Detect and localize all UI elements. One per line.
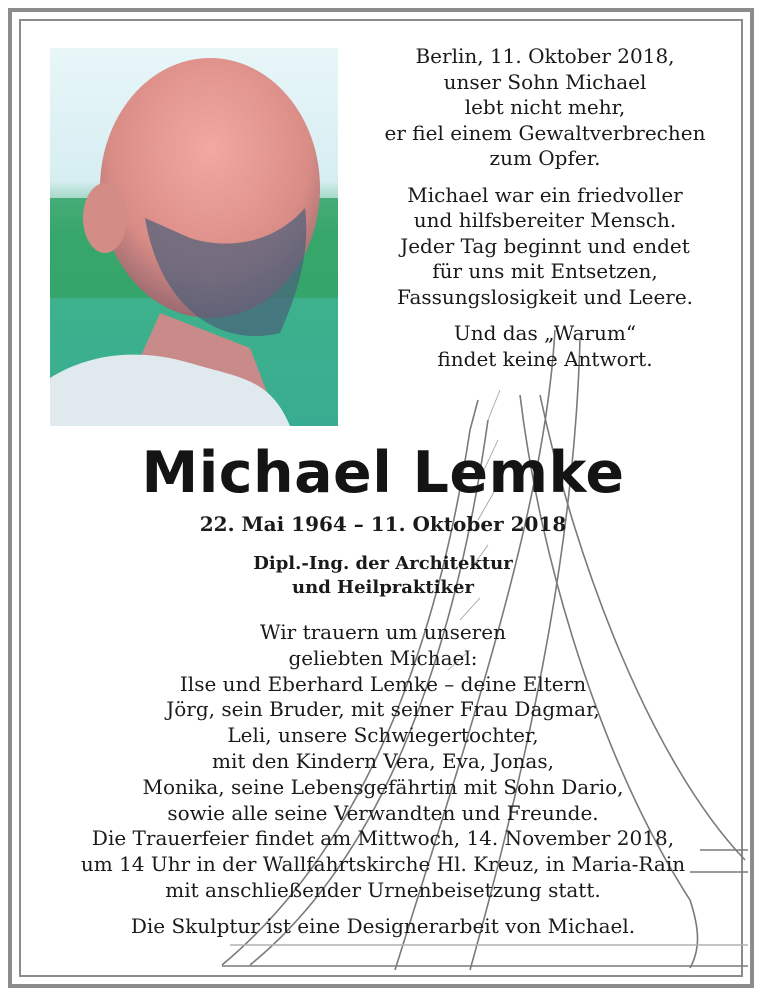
life-dates: 22. Mai 1964 – 11. Oktober 2018 [199,512,567,536]
intro-line: Michael war ein friedvoller [407,182,683,207]
intro-text [350,44,740,383]
intro-paragraph-2 [350,183,740,311]
mourners-heading-line: geliebten Michael: [288,645,478,670]
intro-line: unser Sohn Michael [443,69,647,94]
funeral-line: mit anschließender Urnenbeisetzung statt. [165,877,601,902]
intro-line: zum Opfer. [489,146,601,170]
intro-line: und hilfsbereiter Mensch. [413,208,677,232]
intro-paragraph-1 [350,44,740,172]
mourners-heading-line: Wir trauern um unseren [260,620,506,644]
mourner-line: Ilse und Eberhard Lemke – deine Eltern [179,671,587,696]
mourner-line: Leli, unsere Schwiegertochter, [227,723,539,748]
intro-line: er fiel einem Gewaltverbrechen [384,120,706,145]
intro-line: lebt nicht mehr, [464,95,626,119]
mourner-line: Monika, seine Lebensgefährtin mit Sohn Dario, [142,774,624,799]
mourner-line: sowie alle seine Verwandten und Freunde. [167,800,599,825]
profession-line: und Heilpraktiker [292,577,474,598]
intro-line: für uns mit Entsetzen, [432,259,658,283]
profession-line: Dipl.-Ing. der Architektur [253,553,513,574]
intro-line: Fassungslosigkeit und Leere. [396,284,694,309]
intro-line: Jeder Tag beginnt und endet [400,233,690,258]
funeral-line: Die Trauerfeier findet am Mittwoch, 14. November 2018, [91,826,675,851]
profession [0,552,766,600]
funeral-line: um 14 Uhr in der Wallfahrtskirche Hl. Kreuz, in Maria-Rain [80,852,686,877]
mourner-line: mit den Kindern Vera, Eva, Jonas, [212,748,554,773]
sculpture-note: Die Skulptur ist eine Designerarbeit von Michael. [130,913,636,938]
portrait-photo [50,48,338,426]
intro-line: Berlin, 11. Oktober 2018, [415,44,675,68]
mourner-line: Jörg, sein Bruder, mit seiner Frau Dagmar, [166,697,600,722]
intro-paragraph-3 [350,321,740,372]
intro-line: findet keine Antwort. [437,346,653,371]
deceased-name: Michael Lemke [141,440,625,506]
spacer [0,904,766,914]
intro-line: Und das „Warum“ [453,321,637,345]
mourners-block [0,620,766,940]
